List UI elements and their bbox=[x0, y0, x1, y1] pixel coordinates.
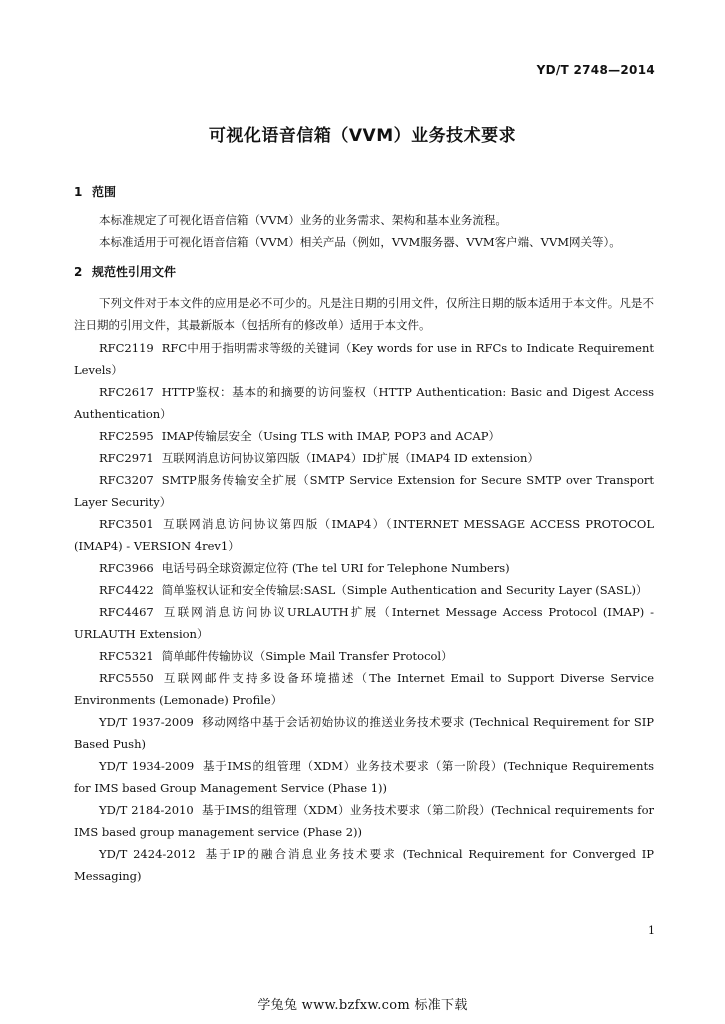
reference-title: 简单邮件传输协议（Simple Mail Transfer Protocol） bbox=[161, 649, 453, 663]
document-code: YD/T 2748—2014 bbox=[536, 63, 655, 77]
reference-code: RFC2595 bbox=[99, 429, 154, 443]
reference-title: IMAP传输层安全（Using TLS with IMAP, POP3 and ACAP） bbox=[161, 429, 500, 443]
reference-title: HTTP鉴权：基本的和摘要的访问鉴权（HTTP Authentication: Basic and Digest Access Authentication） bbox=[74, 385, 654, 421]
reference-code: YD/T 2184-2010 bbox=[99, 803, 194, 817]
reference-title: RFC中用于指明需求等级的关键词（Key words for use in RFCs to Indicate Requirement Levels） bbox=[74, 341, 654, 377]
reference-code: RFC2971 bbox=[99, 451, 154, 465]
reference-code: RFC5321 bbox=[99, 649, 154, 663]
reference-code: RFC5550 bbox=[99, 671, 154, 685]
reference-entry bbox=[74, 426, 654, 448]
scope-paragraph-1: 本标准规定了可视化语音信箱（VVM）业务的业务需求、架构和基本业务流程。 bbox=[99, 213, 507, 227]
reference-code: RFC2617 bbox=[99, 385, 154, 399]
reference-code: YD/T 1937-2009 bbox=[99, 715, 194, 729]
reference-code: RFC2119 bbox=[99, 341, 154, 355]
section-heading-normative-references bbox=[74, 263, 176, 280]
section-heading-scope bbox=[74, 183, 116, 200]
reference-entry bbox=[74, 712, 654, 755]
reference-entry bbox=[74, 382, 654, 425]
section-title: 范围 bbox=[92, 185, 117, 199]
reference-entry bbox=[74, 844, 654, 887]
reference-title: SMTP服务传输安全扩展（SMTP Service Extension for Secure SMTP over Transport Layer Security） bbox=[74, 473, 654, 509]
reference-title: 基于IMS的组管理（XDM）业务技术要求（第一阶段）(Technique Requirements for IMS based Group Management Service (Phase 1)) bbox=[74, 759, 654, 795]
reference-entry bbox=[74, 514, 654, 557]
scope-paragraph-2: 本标准适用于可视化语音信箱（VVM）相关产品（例如，VVM服务器、VVM客户端、VVM网关等）。 bbox=[99, 235, 621, 249]
section-number: 1 bbox=[74, 185, 83, 199]
reference-title: 电话号码全球资源定位符 (The tel URI for Telephone Numbers) bbox=[161, 561, 510, 575]
footer-watermark[interactable]: 学兔兔 www.bzfxw.com 标准下载 bbox=[257, 998, 468, 1013]
reference-title: 移动网络中基于会话初始协议的推送业务技术要求 (Technical Requirement for SIP Based Push) bbox=[74, 715, 654, 751]
reference-entry bbox=[74, 646, 654, 668]
reference-entry bbox=[74, 668, 654, 711]
reference-title: 基于IMS的组管理（XDM）业务技术要求（第二阶段）(Technical requirements for IMS based group management service (Phase 2)) bbox=[74, 803, 654, 839]
reference-code: RFC4422 bbox=[99, 583, 154, 597]
reference-title: 互联网消息访问协议第四版（IMAP4）ID扩展（IMAP4 ID extension） bbox=[161, 451, 539, 465]
section-title: 规范性引用文件 bbox=[92, 265, 177, 279]
section-number: 2 bbox=[74, 265, 83, 279]
reference-title: 互联网消息访问协议URLAUTH扩展（Internet Message Access Protocol (IMAP) - URLAUTH Extension） bbox=[74, 605, 654, 641]
reference-entry bbox=[74, 470, 654, 513]
reference-entry bbox=[74, 800, 654, 843]
reference-entry bbox=[74, 602, 654, 645]
reference-entry bbox=[74, 756, 654, 799]
reference-title: 互联网邮件支持多设备环境描述（The Internet Email to Support Diverse Service Environments (Lemonade) Profile） bbox=[74, 671, 654, 707]
reference-title: 互联网消息访问协议第四版（IMAP4）（INTERNET MESSAGE ACCESS PROTOCOL (IMAP4) - VERSION 4rev1） bbox=[74, 517, 654, 553]
references-intro: 下列文件对于本文件的应用是必不可少的。凡是注日期的引用文件，仅所注日期的版本适用于本文件。凡是不注日期的引用文件，其最新版本（包括所有的修改单）适用于本文件。 bbox=[74, 296, 654, 332]
reference-code: YD/T 1934-2009 bbox=[99, 759, 195, 773]
reference-entry bbox=[74, 338, 654, 381]
page-number: 1 bbox=[648, 924, 655, 937]
reference-entry bbox=[74, 558, 654, 580]
reference-entry bbox=[74, 448, 654, 470]
document-title: 可视化语音信箱（VVM）业务技术要求 bbox=[208, 126, 517, 146]
reference-title: 简单鉴权认证和安全传输层:SASL（Simple Authentication and Security Layer (SASL)） bbox=[161, 583, 648, 597]
reference-code: RFC3966 bbox=[99, 561, 154, 575]
reference-code: YD/T 2424-2012 bbox=[99, 847, 196, 861]
reference-code: RFC4467 bbox=[99, 605, 154, 619]
reference-code: RFC3207 bbox=[99, 473, 154, 487]
reference-entry bbox=[74, 580, 654, 602]
reference-title: 基于IP的融合消息业务技术要求 (Technical Requirement for Converged IP Messaging) bbox=[74, 847, 655, 883]
reference-code: RFC3501 bbox=[99, 517, 154, 531]
